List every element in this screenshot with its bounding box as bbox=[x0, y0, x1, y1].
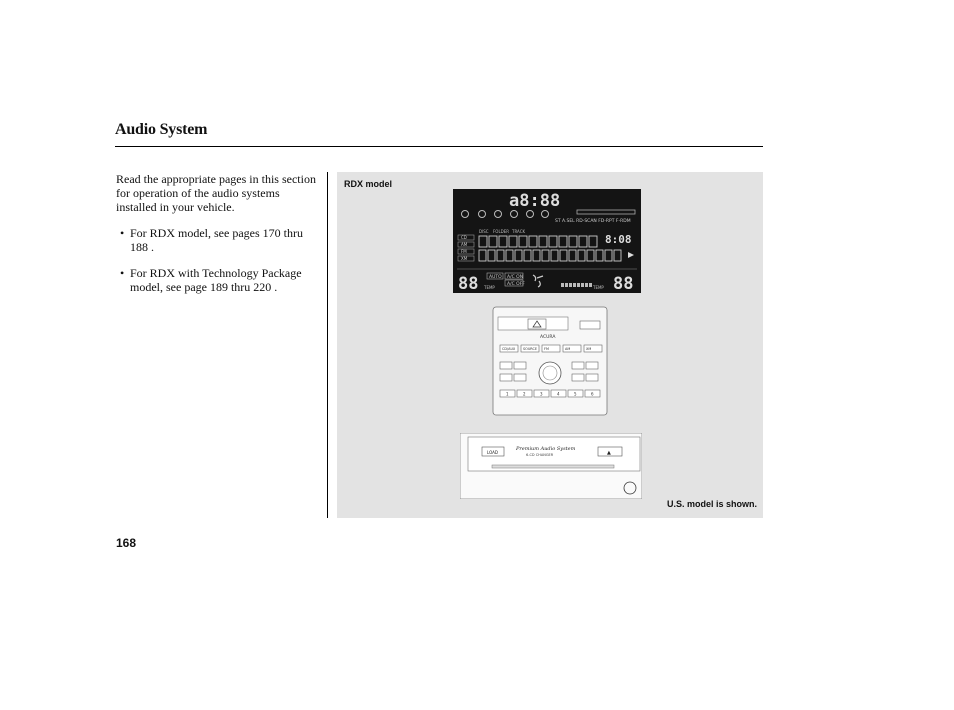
fan-bar bbox=[585, 283, 588, 287]
source-button-label: FM bbox=[544, 347, 549, 351]
temp-left: 88 bbox=[458, 274, 479, 293]
volume-knob[interactable] bbox=[539, 362, 561, 384]
eject-icon: ▲ bbox=[607, 450, 611, 456]
preset-button-label: 2 bbox=[523, 391, 526, 397]
figure-label: RDX model bbox=[344, 179, 393, 189]
fan-bar bbox=[573, 283, 576, 287]
bullet-text: For RDX model, see pages 170 thru 188 . bbox=[130, 226, 303, 254]
preset-button-label: 4 bbox=[557, 391, 560, 397]
fan-bar bbox=[569, 283, 572, 287]
fan-bar bbox=[561, 283, 564, 287]
side-button bbox=[514, 374, 526, 381]
disc-slot bbox=[492, 465, 614, 468]
fan-bar bbox=[565, 283, 568, 287]
source-button-label: AM bbox=[565, 347, 571, 351]
source-buttons-row bbox=[500, 345, 602, 352]
changer-title: Premium Audio System bbox=[516, 446, 576, 452]
preset-button-label: 3 bbox=[540, 391, 543, 397]
intro-paragraph: Read the appropriate pages in this section for operation of the audio systems installed in your vehicle. bbox=[116, 172, 316, 214]
cd-changer-illustration bbox=[460, 433, 642, 499]
side-label: CD bbox=[461, 235, 467, 240]
preset-button-label: 5 bbox=[574, 391, 577, 397]
auto-indicator: AUTO bbox=[489, 275, 502, 280]
bullet-item: • For RDX model, see pages 170 thru 188 . bbox=[120, 226, 303, 254]
bullet-item: • For RDX with Technology Package model, see page 189 thru 220 . bbox=[120, 266, 302, 294]
source-button-label: XM bbox=[586, 347, 592, 351]
fan-bar bbox=[589, 283, 592, 287]
audio-control-panel-illustration bbox=[492, 306, 608, 416]
title-divider bbox=[115, 146, 763, 147]
side-label: FM bbox=[461, 249, 467, 254]
figure-caption: U.S. model is shown. bbox=[666, 499, 757, 509]
section-title: Audio System bbox=[115, 121, 208, 138]
left-column bbox=[116, 172, 321, 306]
source-button-label: CD/AUX bbox=[502, 347, 516, 351]
load-button-label: LOAD bbox=[487, 450, 498, 455]
ac-on-indicator: A/C ON bbox=[507, 275, 524, 280]
side-label: AM bbox=[461, 242, 468, 247]
display-right-digits: 8:08 bbox=[605, 233, 632, 246]
side-button bbox=[586, 362, 598, 369]
bullet-text: For RDX with Technology Package model, see page 189 thru 220 . bbox=[130, 266, 302, 294]
side-button bbox=[572, 374, 584, 381]
changer-subtitle: 6-CD CHANGER bbox=[526, 453, 554, 457]
fan-bar bbox=[581, 283, 584, 287]
side-label: XM bbox=[461, 256, 468, 261]
panel-brand: ACURA bbox=[540, 335, 556, 340]
temp-right: 88 bbox=[613, 274, 634, 293]
preset-button-label: 1 bbox=[506, 391, 509, 397]
temp-label-right: TEMP bbox=[593, 285, 604, 290]
side-button bbox=[514, 362, 526, 369]
audio-display-illustration bbox=[453, 189, 641, 293]
track-label: TRACK bbox=[512, 229, 526, 234]
side-button bbox=[500, 362, 512, 369]
mode-row: ST A.SEL RD-SCAN FD-RPT F-RDM bbox=[555, 219, 631, 224]
figure-panel bbox=[337, 172, 763, 518]
page-number: 168 bbox=[116, 536, 137, 550]
folder-label: FOLDER bbox=[493, 229, 510, 234]
side-button bbox=[586, 374, 598, 381]
source-button-label: SOURCE bbox=[523, 347, 537, 351]
power-button[interactable] bbox=[580, 321, 600, 329]
side-button bbox=[572, 362, 584, 369]
temp-label-left: TEMP bbox=[484, 285, 495, 290]
side-button bbox=[500, 374, 512, 381]
ac-off-indicator: A/C OFF bbox=[507, 282, 525, 287]
column-divider bbox=[327, 172, 328, 518]
fan-bar bbox=[577, 283, 580, 287]
display-clock: a8:88 bbox=[509, 191, 561, 211]
preset-button-label: 6 bbox=[591, 391, 594, 397]
disc-label: DISC bbox=[479, 229, 489, 234]
